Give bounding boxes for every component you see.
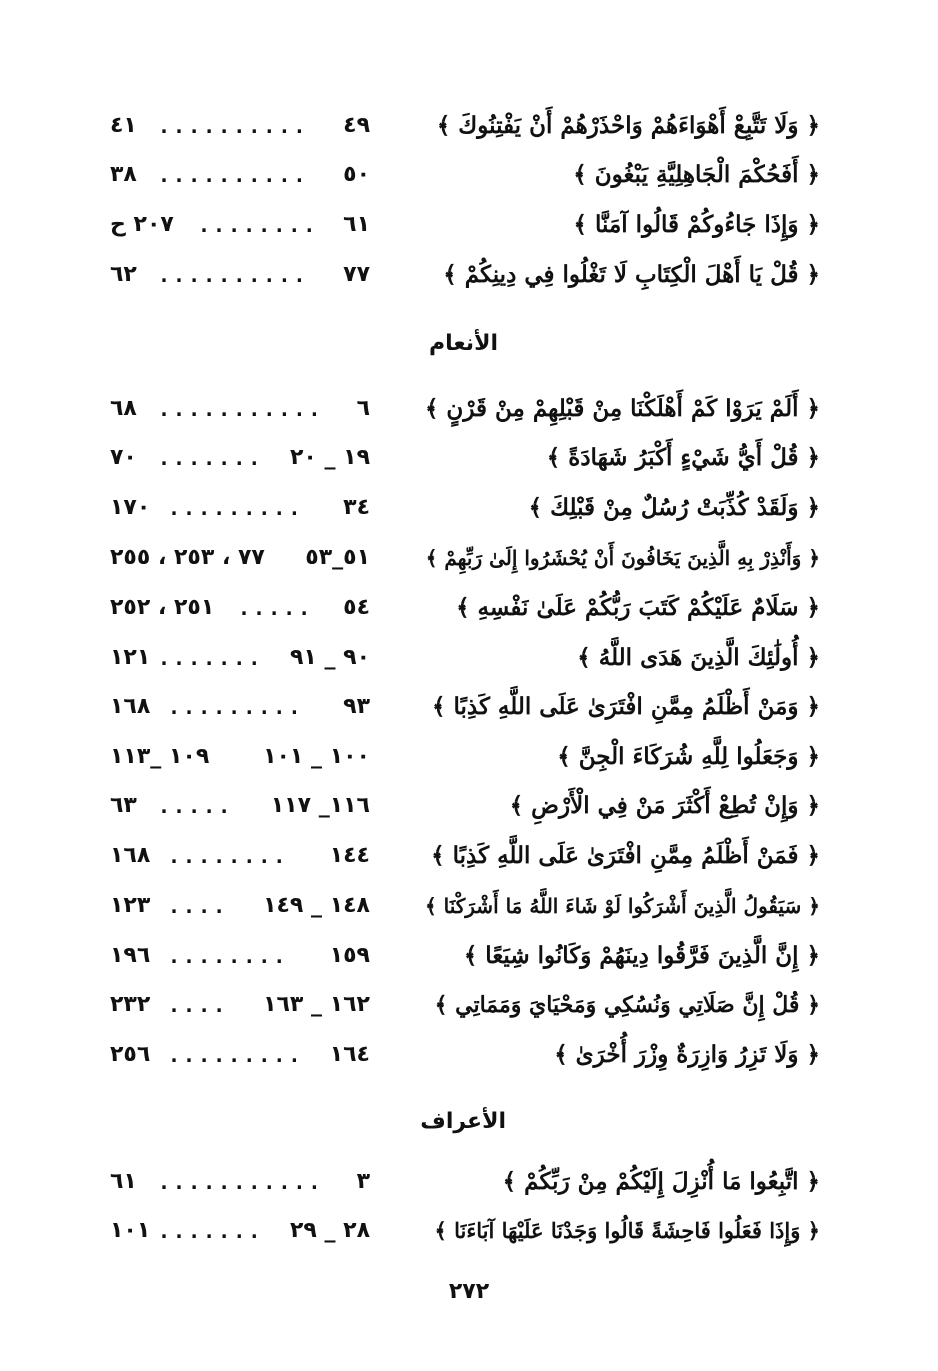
index-entry bbox=[0, 535, 938, 581]
verse-number: ٥١_٥٣ bbox=[305, 545, 370, 570]
verse-text: ﴿ وَلَا تَزِرُ وَازِرَةٌ وِزْرَ أُخْرَىٰ ﴾ bbox=[554, 1041, 820, 1068]
verse-text: ﴿ وَجَعَلُوا لِلَّهِ شُرَكَاءَ الْجِنَّ ﴾ bbox=[557, 743, 820, 770]
verse-number: ١٤٤ bbox=[329, 843, 370, 868]
index-entry bbox=[0, 202, 938, 248]
dot-leader: ........... bbox=[158, 1170, 324, 1194]
dot-leader: ..... bbox=[158, 794, 234, 818]
index-entry bbox=[0, 883, 938, 929]
verse-text: ﴿ قُلْ إِنَّ صَلَاتِي وَنُسُكِي وَمَحْيَايَ وَمَمَاتِي ﴾ bbox=[434, 992, 820, 1018]
index-entry bbox=[0, 152, 938, 198]
page-number: ٢٧٢ bbox=[448, 1279, 490, 1304]
verse-number: ٩٠ _ ٩١ bbox=[289, 645, 370, 670]
verse-text: ﴿ وَإِنْ تُطِعْ أَكْثَرَ مَنْ فِي الْأَرْضِ ﴾ bbox=[509, 792, 820, 819]
verse-text: ﴿ أَفَحُكْمَ الْجَاهِلِيَّةِ يَبْغُونَ ﴾ bbox=[573, 161, 820, 188]
dot-leader: ......... bbox=[168, 496, 304, 520]
page-reference: ٦٢ bbox=[110, 262, 137, 287]
verse-number: ١١٦_ ١١٧ bbox=[270, 793, 370, 818]
page-reference: ١٦٨ bbox=[110, 843, 151, 868]
index-entry bbox=[0, 635, 938, 681]
dot-leader: ....... bbox=[158, 446, 264, 470]
page-reference: ١٢١ bbox=[110, 645, 151, 670]
page-reference: ٦١ bbox=[110, 1169, 137, 1194]
index-entry bbox=[0, 386, 938, 432]
verse-number: ١٦٤ bbox=[329, 1042, 370, 1067]
verse-text: ﴿ وَمَنْ أَظْلَمُ مِمَّنِ افْتَرَىٰ عَلَى اللَّهِ كَذِبًا ﴾ bbox=[432, 693, 820, 720]
dot-leader: ........ bbox=[168, 944, 289, 968]
verse-text: ﴿ وَإِذَا فَعَلُوا فَاحِشَةً قَالُوا وَجَدْنَا عَلَيْهَا آبَاءَنَا ﴾ bbox=[434, 1218, 820, 1243]
verse-text: ﴿ اتَّبِعُوا مَا أُنْزِلَ إِلَيْكُمْ مِنْ رَبِّكُمْ ﴾ bbox=[502, 1168, 820, 1195]
verse-number: ١٤٨ _ ١٤٩ bbox=[263, 893, 370, 918]
verse-text: ﴿ وَلَقَدْ كُذِّبَتْ رُسُلٌ مِنْ قَبْلِكَ ﴾ bbox=[528, 494, 820, 521]
dot-leader: ........ bbox=[198, 213, 319, 237]
verse-text: ﴿ أُولَٰئِكَ الَّذِينَ هَدَى اللَّهُ ﴾ bbox=[577, 644, 820, 671]
index-entry bbox=[0, 982, 938, 1028]
page-reference: ٢٥١ ، ٢٥٢ bbox=[110, 595, 215, 620]
verse-number: ٧٧ bbox=[343, 262, 370, 287]
dot-leader: ....... bbox=[158, 646, 264, 670]
verse-number: ٦١ bbox=[343, 212, 370, 237]
dot-leader: ......... bbox=[168, 1043, 304, 1067]
dot-leader: .... bbox=[168, 894, 229, 918]
verse-number: ٣٤ bbox=[343, 495, 370, 520]
verse-text: ﴿ وَإِذَا جَاءُوكُمْ قَالُوا آمَنَّا ﴾ bbox=[573, 211, 820, 238]
index-entry bbox=[0, 1159, 938, 1205]
page-reference: ٣٨ bbox=[110, 162, 137, 187]
verse-number: ١٠٠ _ ١٠١ bbox=[263, 744, 370, 769]
verse-number: ١٥٩ bbox=[329, 943, 370, 968]
page-reference: ١٩٦ bbox=[110, 943, 151, 968]
verse-number: ١٦٢ _ ١٦٣ bbox=[263, 992, 370, 1017]
index-entry bbox=[0, 252, 938, 298]
verse-text: ﴿ قُلْ يَا أَهْلَ الْكِتَابِ لَا تَغْلُوا فِي دِينِكُمْ ﴾ bbox=[443, 261, 820, 288]
verse-text: ﴿ وَلَا تَتَّبِعْ أَهْوَاءَهُمْ وَاحْذَرْهُمْ أَنْ يَفْتِنُوكَ ﴾ bbox=[436, 112, 820, 139]
verse-text: ﴿ قُلْ أَيُّ شَيْءٍ أَكْبَرُ شَهَادَةً ﴾ bbox=[546, 444, 820, 471]
dot-leader: .... bbox=[168, 993, 229, 1017]
dot-leader: .......... bbox=[158, 263, 309, 287]
page-reference: ٢٠٧ ح bbox=[110, 212, 174, 237]
page-reference: ٢٣٢ bbox=[110, 992, 151, 1017]
page-reference: ١٢٣ bbox=[110, 893, 151, 918]
page-reference: ١٦٨ bbox=[110, 694, 151, 719]
page-reference: ٧٧ ، ٢٥٣ ، ٢٥٥ bbox=[110, 545, 265, 570]
verse-number: ٣ bbox=[356, 1169, 370, 1194]
verse-text: ﴿ أَلَمْ يَرَوْا كَمْ أَهْلَكْنَا مِنْ قَبْلِهِمْ مِنْ قَرْنٍ ﴾ bbox=[424, 395, 820, 422]
verse-number: ٥٠ bbox=[343, 162, 370, 187]
verse-text: ﴿ سَلَامٌ عَلَيْكُمْ كَتَبَ رَبُّكُمْ عَلَىٰ نَفْسِهِ ﴾ bbox=[456, 594, 820, 621]
index-entry bbox=[0, 435, 938, 481]
dot-leader: ........ bbox=[168, 844, 289, 868]
verse-number: ٥٤ bbox=[343, 595, 370, 620]
dot-leader: ......... bbox=[168, 695, 304, 719]
dot-leader: ........... bbox=[158, 397, 324, 421]
index-entry bbox=[0, 103, 938, 149]
index-entry bbox=[0, 933, 938, 979]
index-entry bbox=[0, 684, 938, 730]
verse-text: ﴿ فَمَنْ أَظْلَمُ مِمَّنِ افْتَرَىٰ عَلَى اللَّهِ كَذِبًا ﴾ bbox=[431, 842, 820, 869]
index-entry bbox=[0, 1032, 938, 1078]
verse-number: ١٩ _ ٢٠ bbox=[289, 445, 370, 470]
page-reference: ١٧٠ bbox=[110, 495, 151, 520]
verse-text: ﴿ وَأَنْذِرْ بِهِ الَّذِينَ يَخَافُونَ أَنْ يُحْشَرُوا إِلَىٰ رَبِّهِمْ ﴾ bbox=[425, 546, 820, 570]
page-reference: ١٠١ bbox=[110, 1218, 151, 1243]
dot-leader: ..... bbox=[238, 596, 314, 620]
surah-heading: الأعراف bbox=[420, 1109, 506, 1134]
index-entry bbox=[0, 1208, 938, 1254]
page-reference: ٧٠ bbox=[110, 445, 137, 470]
page-reference: ٤١ bbox=[110, 113, 137, 138]
dot-leader: .......... bbox=[158, 163, 309, 187]
surah-heading: الأنعام bbox=[429, 331, 498, 356]
dot-leader: ....... bbox=[158, 1219, 264, 1243]
page-reference: ٦٣ bbox=[110, 793, 137, 818]
verse-number: ٦ bbox=[356, 396, 370, 421]
page-reference: ٢٥٦ bbox=[110, 1042, 151, 1067]
verse-number: ٩٣ bbox=[343, 694, 370, 719]
page-reference: ٦٨ bbox=[110, 396, 137, 421]
dot-leader: .......... bbox=[158, 114, 309, 138]
verse-text: ﴿ إِنَّ الَّذِينَ فَرَّقُوا دِينَهُمْ وَكَانُوا شِيَعًا ﴾ bbox=[463, 942, 820, 969]
index-entry bbox=[0, 485, 938, 531]
verse-number: ٢٨ _ ٢٩ bbox=[289, 1218, 370, 1243]
verse-number: ٤٩ bbox=[343, 113, 370, 138]
index-entry bbox=[0, 734, 938, 780]
index-entry bbox=[0, 585, 938, 631]
page-reference: ١٠٩ _١١٣ bbox=[110, 744, 210, 769]
index-entry bbox=[0, 833, 938, 879]
index-entry bbox=[0, 783, 938, 829]
verse-text: ﴿ سَيَقُولُ الَّذِينَ أَشْرَكُوا لَوْ شَاءَ اللَّهُ مَا أَشْرَكْنَا ﴾ bbox=[424, 894, 820, 918]
